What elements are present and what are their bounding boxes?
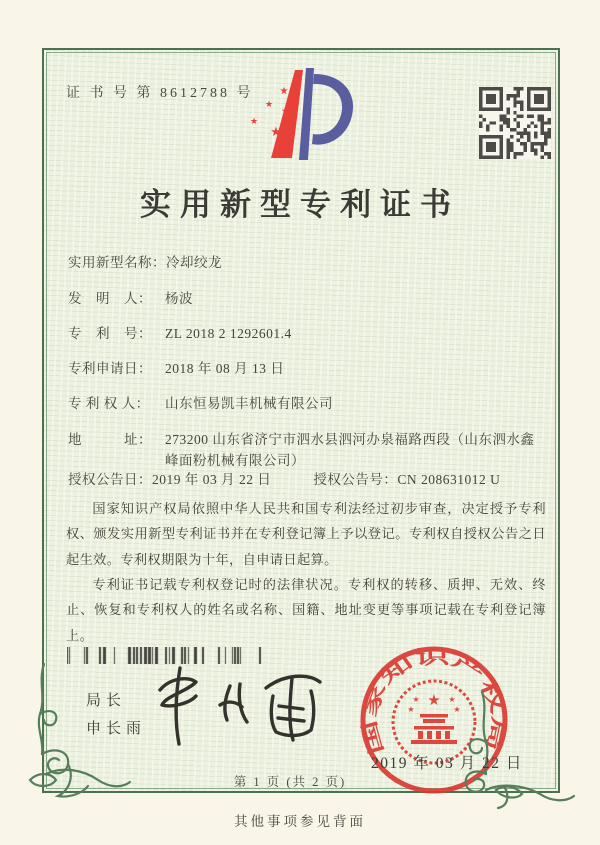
svg-text:★: ★ [448,695,456,704]
field-value: 杨波 [165,291,193,306]
page-number: 第 1 页 (共 2 页) [233,775,347,789]
seal-date: 2019 年 03 月 22 日 [371,755,523,772]
svg-text:★: ★ [279,86,289,97]
grant-number-label: 授权公告号： [313,472,398,487]
qr-code [479,87,551,159]
field-label: 专 利 权 人： [68,396,150,411]
field-address [68,429,546,471]
field-label: 地 址： [68,432,152,447]
director-signature [146,660,336,755]
director-title: 局长 [86,693,127,709]
svg-text:★: ★ [453,705,461,714]
svg-text:★: ★ [249,116,259,126]
svg-text:★: ★ [270,124,282,139]
field-filing-date [68,358,546,379]
field-utility-model-name [68,252,546,273]
legal-paragraph-2: 专利证书记载专利权登记时的法律状况。专利权的转移、质押、无效、终止、恢复和专利权人的姓名或名称、国籍、地址变更等事项记载在专利登记簿上。 [66,577,546,643]
footer-note: 其他事项参见背面 [234,814,366,829]
svg-text:★: ★ [412,695,420,704]
grant-date-value: 2019 年 03 月 22 日 [152,472,272,487]
svg-text:★: ★ [407,705,415,714]
grant-number-value: CN 208631012 U [397,472,501,487]
field-value: 山东恒易凯丰机械有限公司 [165,396,333,411]
field-grant-info [68,469,546,490]
field-patentee [68,393,546,414]
field-value: ZL 2018 2 1292601.4 [165,326,292,341]
field-label: 专利申请日： [68,361,152,376]
director-name: 申长雨 [86,721,147,737]
cnipa-logo-icon [240,58,360,166]
field-label: 专 利 号： [68,326,152,341]
certificate-title: 实用新型专利证书 [140,187,460,222]
field-label: 发 明 人： [68,291,152,306]
field-inventor [68,288,546,309]
svg-text:★: ★ [427,693,441,709]
corner-flourish-icon [462,690,578,810]
field-patent-number [68,323,546,344]
field-value: 273200 山东省济宁市泗水县泗河办泉福路西段（山东泗水鑫峰面粉机械有限公司） [165,432,535,468]
svg-text:★: ★ [280,105,294,120]
svg-text:★: ★ [264,99,274,109]
field-label: 实用新型名称： [68,255,166,270]
field-value: 2018 年 08 月 13 日 [165,361,285,376]
seal-text: 国家知识产权局 [359,647,509,757]
legal-text [66,496,546,648]
certificate-number: 证 书 号 第 8612788 号 [66,86,254,101]
field-value: 冷却绞龙 [166,255,222,270]
grant-date-label: 授权公告日： [68,472,152,487]
legal-paragraph-1: 国家知识产权局依照中华人民共和国专利法经过初步审查，决定授予专利权、颁发实用新型专利证书并在专利登记簿上予以登记。专利权自授权公告之日起生效。专利权期限为十年，自申请日起算。 [66,501,546,567]
corner-flourish-icon [16,662,134,812]
